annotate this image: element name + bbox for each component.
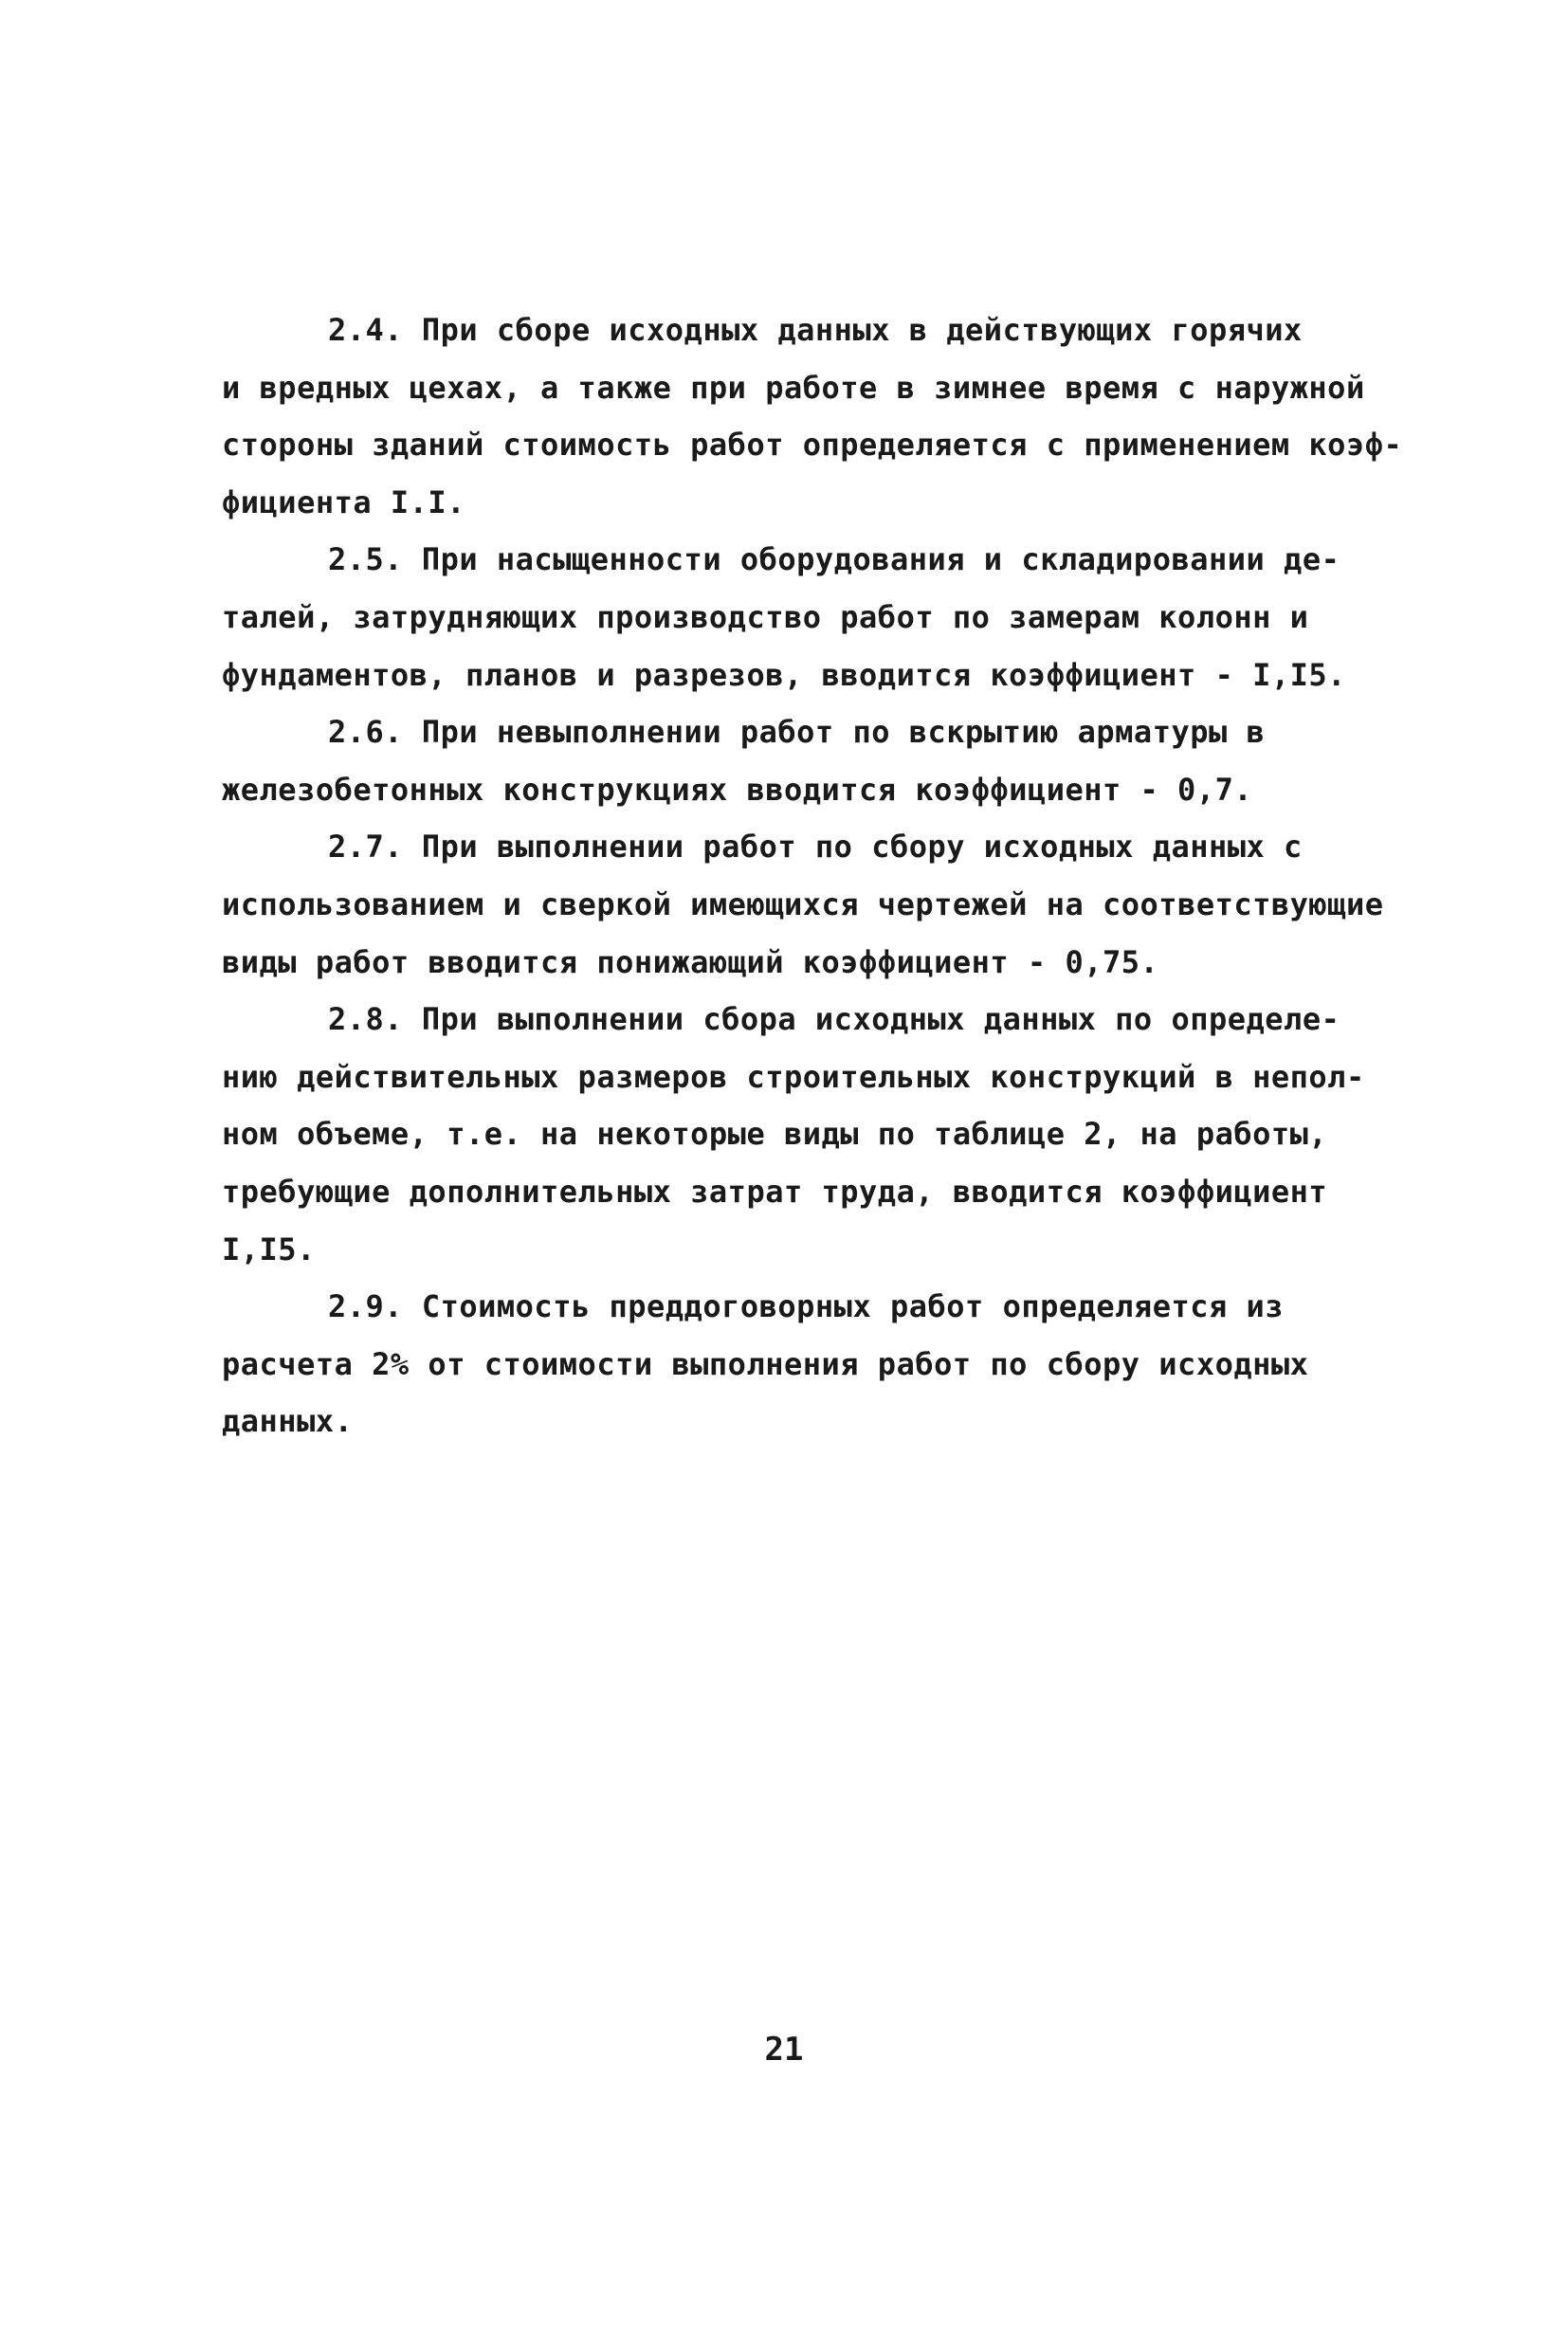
- page-number: 21: [764, 2031, 804, 2069]
- text-line: 2.9. Стоимость преддоговорных работ определяется из: [328, 1288, 1285, 1325]
- paragraph-2-6: [222, 703, 1378, 818]
- text-line: 2.7. При выполнении работ по сбору исходных данных с: [328, 829, 1303, 866]
- paragraph-2-9: [222, 1278, 1378, 1450]
- text-line: ном объеме, т.е. на некоторые виды по таблице 2, на работы,: [222, 1116, 1328, 1153]
- text-line: талей, затрудняющих производство работ по замерам колонн и: [222, 598, 1309, 635]
- text-line: фундаментов, планов и разрезов, вводится коэффициент - I,I5.: [222, 656, 1346, 693]
- text-line: использованием и сверкой имеющихся чертежей на соответствующие: [222, 885, 1384, 922]
- text-line: I,I5.: [222, 1231, 316, 1267]
- text-line: 2.8. При выполнении сбора исходных данных по определе-: [328, 1001, 1340, 1038]
- text-line: железобетонных конструкциях вводится коэффициент - 0,7.: [222, 771, 1253, 808]
- document-body: [222, 301, 1403, 1450]
- text-line: нию действительных размеров строительных конструкций в непол-: [222, 1058, 1365, 1095]
- text-line: стороны зданий стоимость работ определяется с применением коэф-: [222, 427, 1403, 464]
- text-line: 2.6. При невыполнении работ по вскрытию арматуры в: [328, 714, 1266, 751]
- text-line: фициента I.I.: [222, 483, 465, 520]
- text-line: расчета 2% от стоимости выполнения работ по сбору исходных: [222, 1345, 1309, 1382]
- text-line: требующие дополнительных затрат труда, вводится коэффициент: [222, 1173, 1328, 1210]
- paragraph-2-7: [222, 818, 1384, 991]
- text-line: и вредных цехах, а также при работе в зимнее время с наружной: [222, 369, 1365, 406]
- paragraph-2-4: [222, 301, 1403, 531]
- text-line: 2.5. При насыщенности оборудования и складировании де-: [328, 541, 1340, 578]
- paragraph-2-5: [222, 531, 1378, 703]
- text-line: данных.: [222, 1403, 354, 1440]
- text-line: 2.4. При сборе исходных данных в действующих горячих: [328, 312, 1303, 348]
- text-line: виды работ вводится понижающий коэффициент - 0,75.: [222, 943, 1159, 980]
- paragraph-2-8: [222, 991, 1378, 1278]
